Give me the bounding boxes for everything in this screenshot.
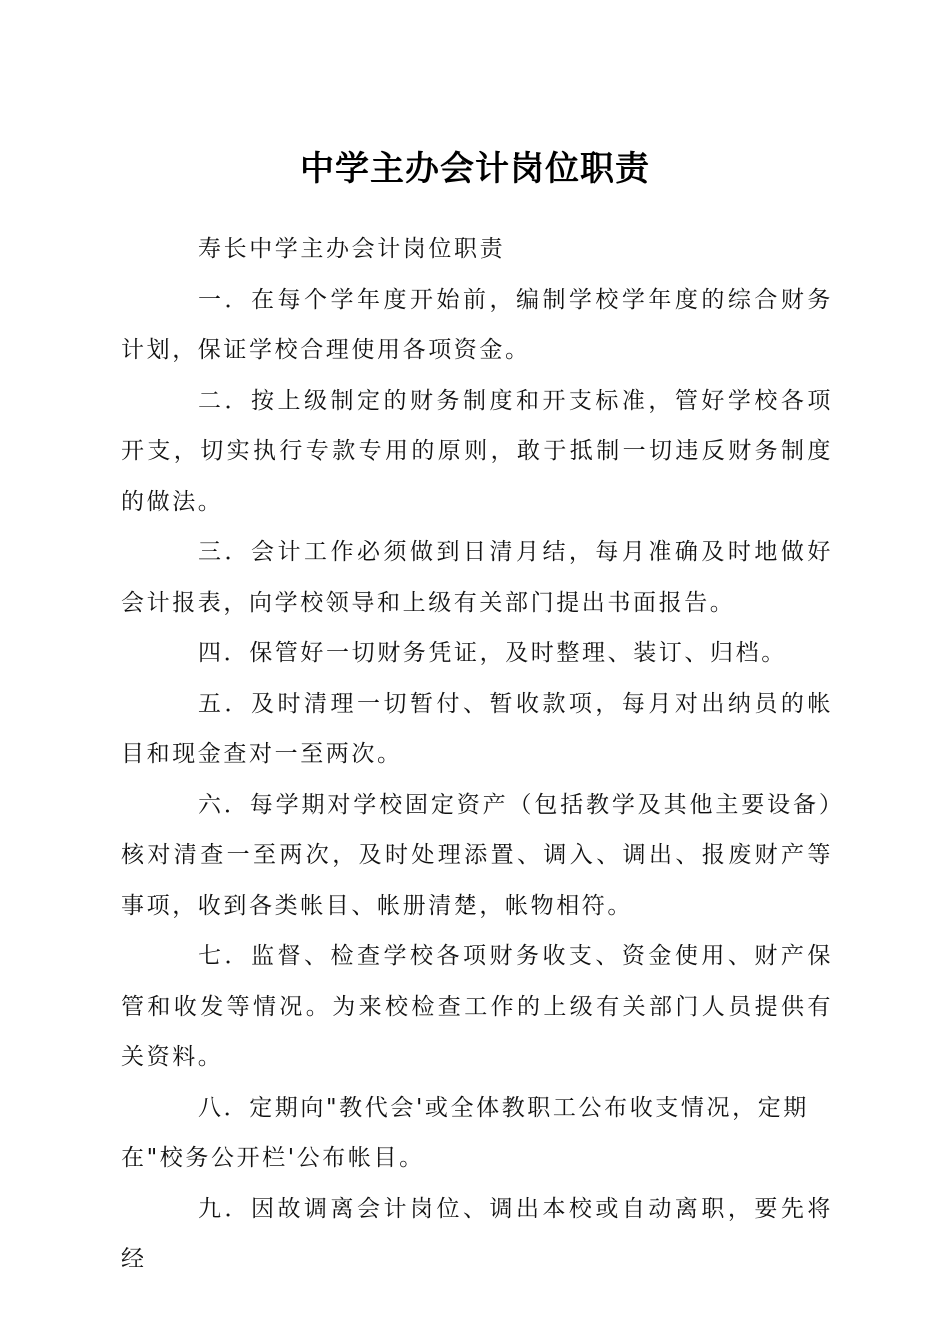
paragraph-item-5: 五．及时清理一切暂付、暂收款项，每月对出纳员的帐目和现金查对一至两次。	[121, 690, 833, 767]
paragraph-item-2: 二．按上级制定的财务制度和开支标准，管好学校各项开支，切实执行专款专用的原则，敢于抵制一切违反财务制度的做法。	[121, 387, 833, 515]
paragraph-item-9: 九．因故调离会计岗位、调出本校或自动离职，要先将经	[121, 1195, 833, 1272]
document-body	[121, 224, 833, 1285]
paragraph-item-1: 一．在每个学年度开始前，编制学校学年度的综合财务计划，保证学校合理使用各项资金。	[121, 286, 833, 363]
paragraph-item-7: 七．监督、检查学校各项财务收支、资金使用、财产保管和收发等情况。为来校检查工作的上级有关部门人员提供有关资料。	[121, 943, 833, 1070]
paragraph-item-4: 四．保管好一切财务凭证，及时整理、装订、归档。	[198, 640, 787, 666]
paragraph-heading: 寿长中学主办会计岗位职责	[198, 236, 506, 262]
paragraph-item-8: 八．定期向"教代会'或全体教职工公布收支情况，定期在"校务公开栏'公布帐目。	[121, 1094, 809, 1171]
paragraph-item-6: 六．每学期对学校固定资产（包括教学及其他主要设备）核对清查一至两次，及时处理添置、调入、调出、报废财产等事项，收到各类帐目、帐册清楚，帐物相符。	[121, 791, 833, 919]
document-title: 中学主办会计岗位职责	[300, 149, 650, 189]
paragraph-item-3: 三．会计工作必须做到日清月结，每月准确及时地做好会计报表，向学校领导和上级有关部门提出书面报告。	[121, 539, 833, 616]
